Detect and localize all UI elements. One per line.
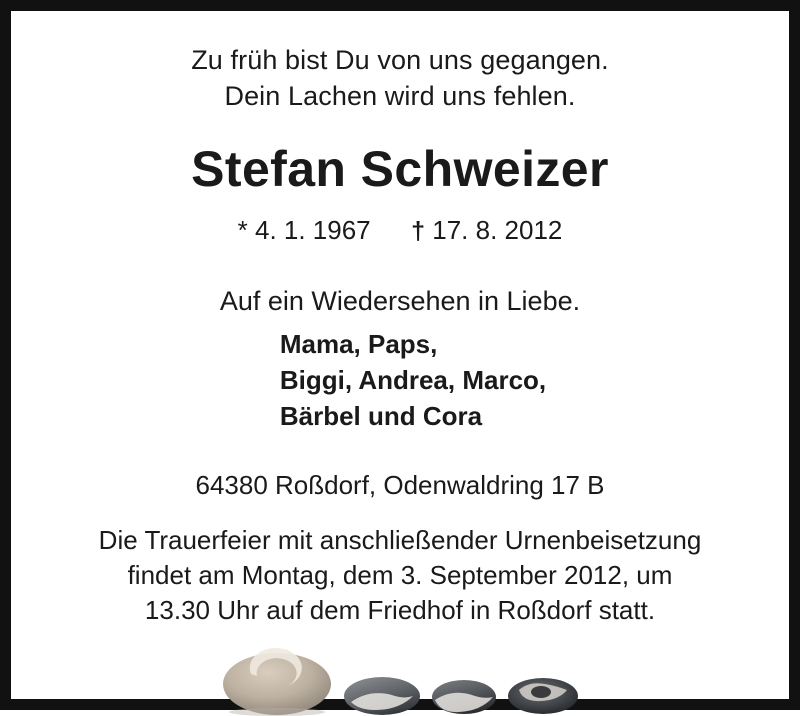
signer-line-3: Bärbel und Cora xyxy=(279,401,483,431)
ceremony-line-2: findet am Montag, dem 3. September 2012, um xyxy=(127,559,673,590)
birth-date: 4. 1. 1967 xyxy=(254,215,371,246)
epitaph xyxy=(191,43,609,114)
signer-line-2: Biggi, Andrea, Marco, xyxy=(279,365,547,396)
ceremony-line-1: Die Trauerfeier mit anschließender Urnenbeisetzung xyxy=(98,524,702,555)
pebble-stone-medium-icon xyxy=(343,672,421,716)
farewell-line: Auf ein Wiedersehen in Liebe. xyxy=(219,286,581,317)
epitaph-line-1: Zu früh bist Du von uns gegangen. xyxy=(191,45,609,75)
ceremony-line-3: 13.30 Uhr auf dem Friedhof in Roßdorf statt. xyxy=(144,595,656,626)
address-line: 64380 Roßdorf, Odenwaldring 17 B xyxy=(195,469,605,500)
life-dates xyxy=(238,215,563,246)
death-date: 17. 8. 2012 xyxy=(432,215,563,246)
pebble-stone-small-icon xyxy=(431,676,497,716)
signer-line-1: Mama, Paps, xyxy=(279,329,438,360)
death-cross-icon: † xyxy=(411,217,426,246)
deceased-name: Stefan Schweizer xyxy=(191,141,609,198)
birth-symbol: * xyxy=(237,215,248,246)
signers xyxy=(254,327,546,435)
pebble-stone-large-icon xyxy=(221,644,333,716)
pebble-stones-decoration xyxy=(41,644,759,716)
ceremony-details xyxy=(99,523,702,628)
epitaph-line-2: Dein Lachen wird uns fehlen. xyxy=(224,80,576,111)
